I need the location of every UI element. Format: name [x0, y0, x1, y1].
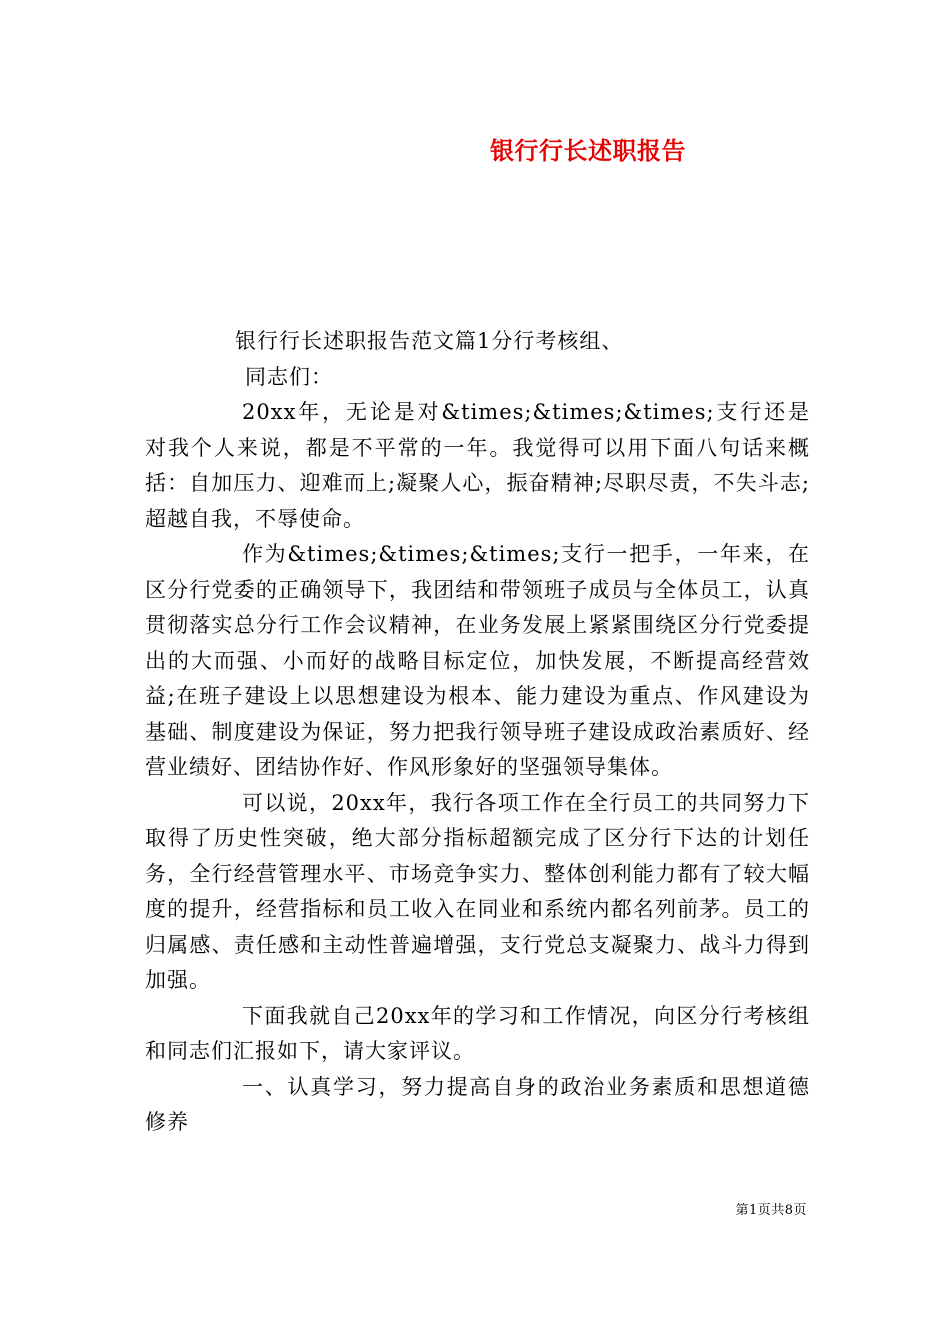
document-body [145, 324, 810, 1141]
page-number: 第1页共8页 [735, 1203, 807, 1218]
paragraph-1: 20xx年，无论是对&times;&times;&times;支行还是对我个人来说，都是不平常的一年。我觉得可以用下面八句话来概括：自加压力、迎难而上;凝聚人心，振奋精神;尽职尽责，不失斗志;超越自我，不辱使命。 [145, 400, 810, 531]
greeting: 同志们： [245, 364, 333, 389]
section-heading-1: 一、认真学习，努力提高自身的政治业务素质和思想道德修养 [145, 1074, 810, 1134]
document-title: 银行行长述职报告 [490, 136, 686, 165]
paragraph-4: 下面我就自己20xx年的学习和工作情况，向区分行考核组和同志们汇报如下，请大家评议。 [145, 1003, 810, 1063]
document-subtitle: 银行行长述职报告范文篇1分行考核组、 [235, 329, 624, 353]
paragraph-2: 作为&times;&times;&times;支行一把手，一年来，在区分行党委的正确领导下，我团结和带领班子成员与全体员工，认真贯彻落实总分行工作会议精神，在业务发展上紧紧围绕区分行党委提出的大而强、小而好的战略目标定位，加快发展，不断提高经营效益;在班子建设上以思想建设为根本、能力建设为重点、作风建设为基础、制度建设为保证，努力把我行领导班子建设成政治素质好、经营业绩好、团结协作好、作风形象好的坚强领导集体。 [145, 542, 810, 779]
paragraph-3: 可以说，20xx年，我行各项工作在全行员工的共同努力下取得了历史性突破，绝大部分指标超额完成了区分行下达的计划任务，全行经营管理水平、市场竞争实力、整体创利能力都有了较大幅度的提升，经营指标和员工收入在同业和系统内都名列前茅。员工的归属感、责任感和主动性普遍增强，支行党总支凝聚力、战斗力得到加强。 [145, 790, 810, 992]
